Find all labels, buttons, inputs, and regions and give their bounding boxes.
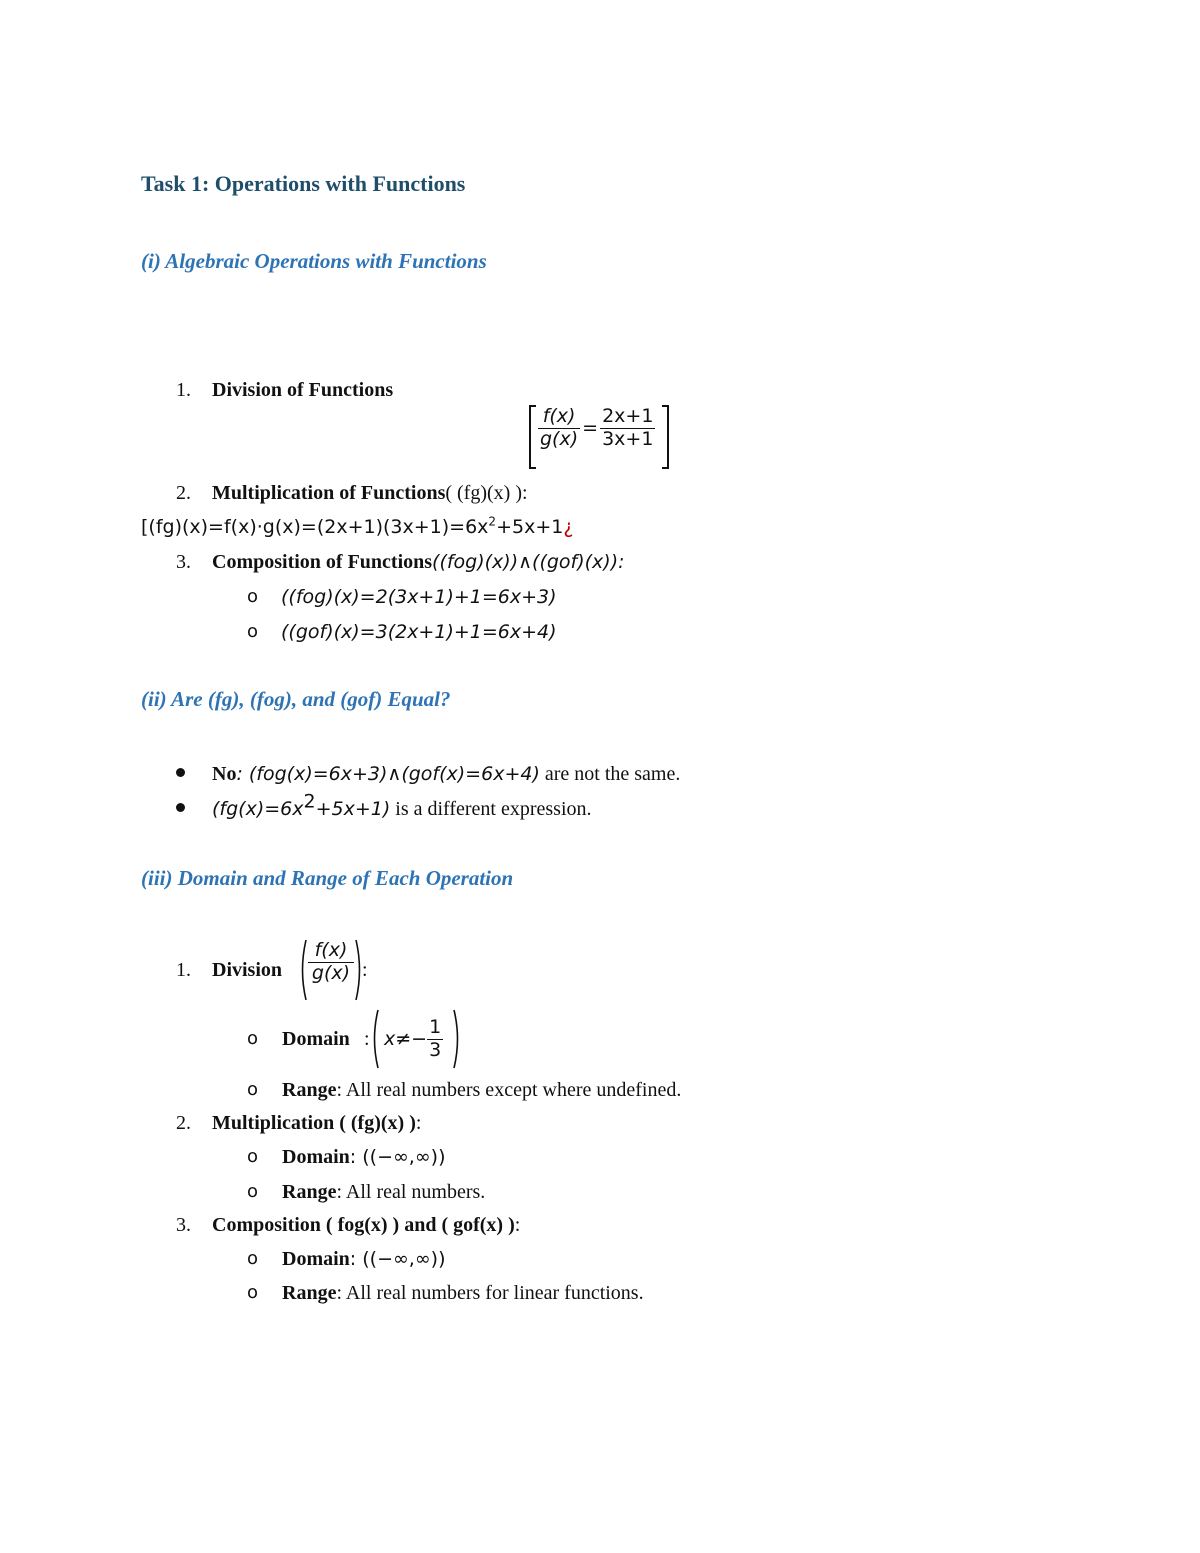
multiplication-label: Multiplication ( (fg)(x) ) [212,1112,416,1134]
list-number: 1. [176,379,191,401]
exponent: 2 [488,514,497,529]
exponent: 2 [303,790,316,813]
sub-bullet: o [247,1248,259,1269]
composition-label: Composition of Functions [212,551,433,573]
fraction-numerator: f(x) [308,940,354,963]
section-ii-heading: (ii) Are (fg), (fog), and (gof) Equal? [141,687,451,711]
fog-formula: ((fog)(x)=2(3x+1)+1=6x+3) [281,586,557,608]
division-domain-label: Division [212,959,283,981]
division-rhs-fraction [600,406,655,451]
section-i-heading: (i) Algebraic Operations with Functions [141,249,487,273]
colon: : [415,1112,422,1134]
equals-sign: = [582,417,599,440]
bullet-text: are not the same. [539,763,681,785]
range-label: Range [282,1282,337,1304]
division-range [282,1078,681,1102]
sub-bullet: o [247,621,259,642]
bullet-lead: No [212,763,237,785]
lhs-denominator: g(x) [540,427,579,450]
domain-label: Domain [282,1146,350,1168]
composition-range [282,1281,644,1305]
list-number: 2. [176,482,191,504]
fraction-numerator: 1 [429,1015,442,1038]
range-text: : All real numbers. [336,1181,486,1203]
range-text: : All real numbers except where undefined. [336,1079,682,1101]
composition-domain [282,1247,446,1271]
domain-fraction [427,1017,443,1062]
bullet-math-tail: +5x+1) [315,798,391,820]
colon: : [362,959,368,981]
list-number: 2. [176,1112,191,1134]
sub-bullet: o [247,586,259,607]
bullet-math: : (fog(x)=6x+3)∧(gof(x)=6x+4) [236,763,540,785]
sub-bullet: o [247,1181,259,1202]
domain-colon: : [364,1028,370,1050]
list-number: 1. [176,959,191,981]
division-lhs-fraction [538,406,580,451]
bullet-different [212,790,592,821]
bullet-not-same [212,762,680,786]
list-number: 3. [176,1214,191,1236]
domain-label: Domain [282,1028,350,1050]
division-fraction-group [298,938,370,1002]
multiplication-label: Multiplication of Functions [212,482,446,504]
domain-condition: x≠− [384,1028,428,1050]
colon: : [514,1214,521,1236]
broken-glyph: ¿ [563,516,574,538]
sub-bullet: o [247,1282,259,1303]
division-label: Division of Functions [212,379,394,401]
lhs-numerator: f(x) [538,406,580,429]
multiplication-tail: +5x+1 [496,516,564,538]
multiplication-formula [141,514,573,540]
bullet-dot [176,768,185,777]
range-label: Range [282,1079,337,1101]
list-number: 3. [176,551,191,573]
fraction-denominator: g(x) [311,961,351,984]
sub-bullet: o [247,1028,259,1049]
domain-label: Domain [282,1248,350,1270]
multiplication-range [282,1180,485,1204]
bullet-text: is a different expression. [390,798,592,820]
document-title: Task 1: Operations with Functions [141,171,466,196]
domain-interval: : ((−∞,∞)) [349,1248,446,1270]
rhs-numerator: 2x+1 [602,405,654,427]
range-label: Range [282,1181,337,1203]
sub-bullet: o [247,1146,259,1167]
rhs-denominator: 3x+1 [602,427,654,450]
section-iii-heading: (iii) Domain and Range of Each Operation [141,866,514,890]
composition-notation: ((fog)(x))∧((gof)(x)): [432,551,625,573]
multiplication-notation: ( (fg)(x) ): [445,482,528,504]
composition-label: Composition ( fog(x) ) and ( gof(x) ) [212,1214,515,1236]
bullet-dot [176,803,185,812]
multiplication-domain-heading [212,1111,421,1135]
range-text: : All real numbers for linear functions. [336,1282,644,1304]
composition-heading [212,550,625,574]
sub-bullet: o [247,1079,259,1100]
division-fraction [308,940,354,985]
fraction-denominator: 3 [429,1038,442,1061]
multiplication-expression: [(fg)(x)=f(x)⋅g(x)=(2x+1)(3x+1)=6x [141,516,489,538]
composition-domain-heading [212,1213,520,1237]
division-domain-math [370,1008,462,1070]
domain-interval: : ((−∞,∞)) [349,1146,446,1168]
bullet-math: (fg(x)=6x [212,798,304,820]
multiplication-domain [282,1145,446,1169]
multiplication-heading [212,481,528,505]
gof-formula: ((gof)(x)=3(2x+1)+1=6x+4) [281,621,557,643]
